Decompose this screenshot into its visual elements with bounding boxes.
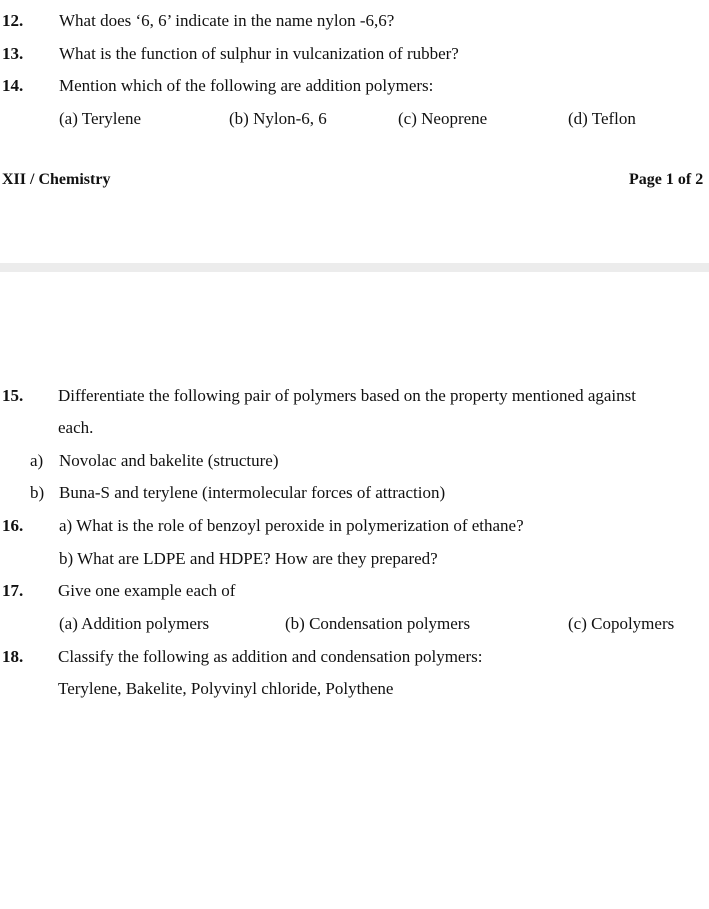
question-number: 16.	[2, 516, 24, 535]
question-number: 17.	[2, 581, 24, 600]
question-text: a) What is the role of benzoyl peroxide in polymerization of ethane?	[59, 516, 524, 535]
question-text-continued: each.	[58, 418, 94, 437]
part-label: a)	[30, 451, 44, 470]
footer-subject: XII / Chemistry	[2, 171, 111, 188]
option-d: (d) Teflon	[568, 109, 636, 128]
question-text: Give one example each of	[58, 581, 236, 600]
question-text-continued: Terylene, Bakelite, Polyvinyl chloride, Polythene	[58, 679, 394, 698]
question-text: Classify the following as addition and condensation polymers:	[58, 647, 483, 666]
question-number: 15.	[2, 386, 24, 405]
part-label: b)	[30, 483, 45, 502]
footer-page-number: Page 1 of 2	[629, 171, 704, 188]
question-text-continued: b) What are LDPE and HDPE? How are they prepared?	[59, 549, 438, 568]
question-number: 18.	[2, 647, 24, 666]
part-text: Novolac and bakelite (structure)	[59, 451, 279, 470]
question-number: 12.	[2, 11, 24, 30]
option-b: (b) Nylon-6, 6	[229, 109, 327, 128]
question-number: 13.	[2, 44, 24, 63]
question-number: 14.	[2, 76, 24, 95]
question-text: What does ‘6, 6’ indicate in the name nylon -6,6?	[59, 11, 395, 30]
option-c: (c) Copolymers	[568, 614, 675, 633]
option-a: (a) Addition polymers	[59, 614, 210, 633]
question-text: Differentiate the following pair of polymers based on the property mentioned against	[58, 386, 636, 405]
option-b: (b) Condensation polymers	[285, 614, 471, 633]
question-text: What is the function of sulphur in vulcanization of rubber?	[59, 44, 459, 63]
part-text: Buna-S and terylene (intermolecular forces of attraction)	[59, 483, 446, 502]
page-separator	[0, 263, 709, 272]
option-c: (c) Neoprene	[398, 109, 488, 128]
option-a: (a) Terylene	[59, 109, 142, 128]
question-text: Mention which of the following are addition polymers:	[59, 76, 434, 95]
